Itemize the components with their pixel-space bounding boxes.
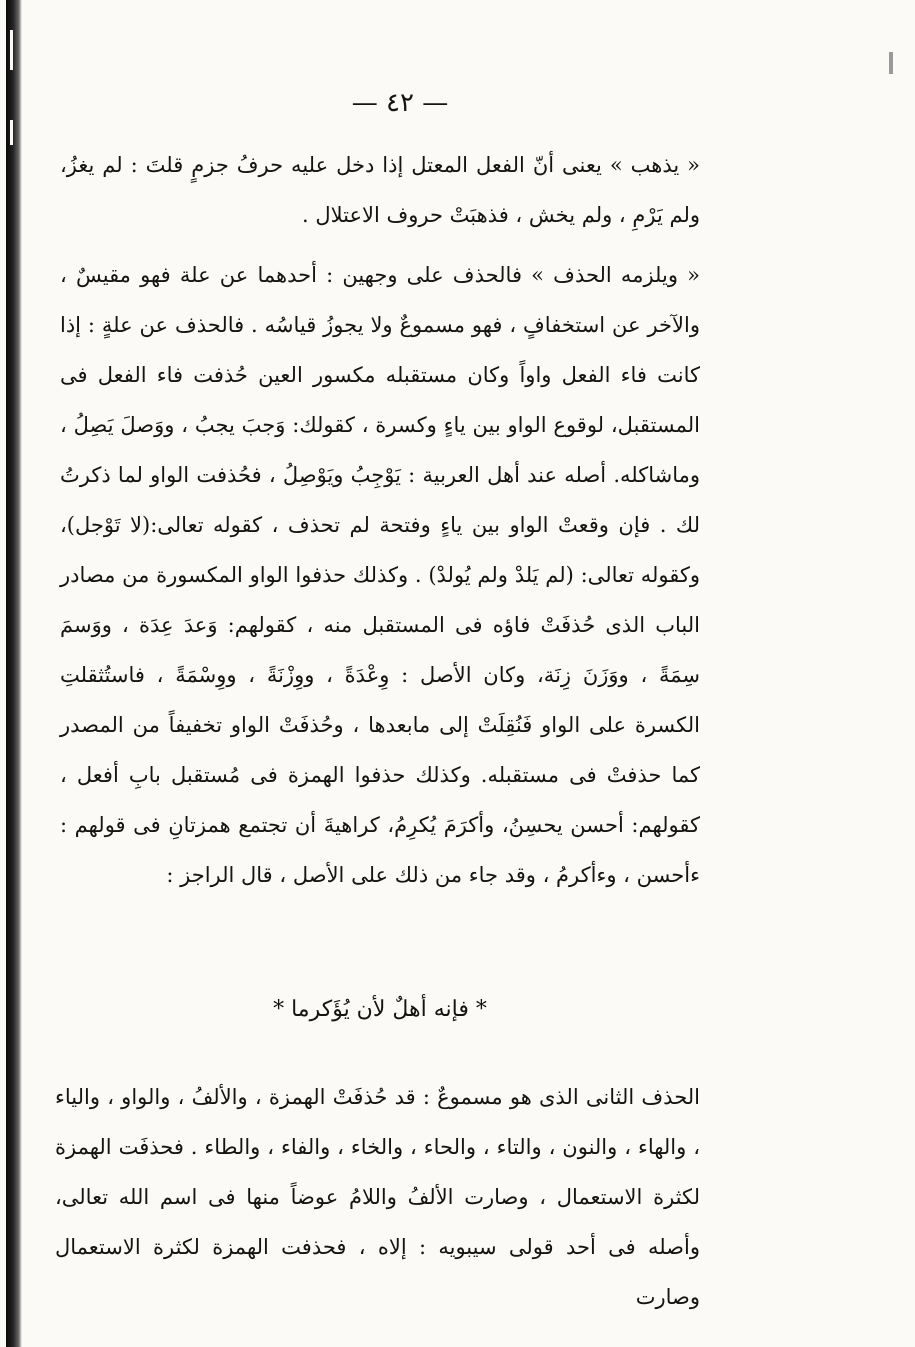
book-spine-shadow xyxy=(6,0,22,1347)
main-text-continued xyxy=(55,1072,700,1322)
page-edge-mark xyxy=(889,52,893,74)
paragraph: « ويلزمه الحذف » فالحذف على وجهين : أحدهما عن علة فهو مقيسٌ ، والآخر عن استخفافٍ ، فهو مسموعٌ ولا يجوزُ قياسُه . فالحذف عن علةٍ : إذا كانت فاء الفعل واواً وكان مستقبله مكسور العين حُذفت فاء الفعل فى المستقبل، لوقوع الواو بين ياءٍ وكسرة ، كقولك: وَجبَ يجبُ ، ووَصلَ يَصِلُ ، وماشاكله. أصله عند أهل العربية : يَوْجِبُ ويَوْصِلُ ، فحُذفت الواو لما ذكرتُ لك . فإن وقعتْ الواو بين ياءٍ وفتحة لم تحذف ، كقوله تعالى:(لا تَوْجل)، وكقوله تعالى: (لم يَلدْ ولم يُولدْ) . وكذلك حذفوا الواو المكسورة من مصادر الباب الذى حُذفَتْ فاؤه فى المستقبل منه ، كقولهم: وَعدَ عِدَة ، ووَسمَ سِمَةً ، ووَزَنَ زِنَة، وكان الأصل : وِعْدَةً ، ووِزْنَةً ، ووِسْمَةً ، فاستُثقلتِ الكسرة على الواو فَنُقِلَتْ إلى مابعدها ، وحُذفَتْ الواو تخفيفاً من المصدر كما حذفتْ فى مستقبله. وكذلك حذفوا الهمزة فى مُستقبل بابِ أفعل ، كقولهم: أحسن يحسِنُ، وأكرَمَ يُكرِمُ، كراهيةَ أن تجتمع همزتانِ فى قولهم : ءأحسن ، وءأكرمُ ، وقد جاء من ذلك على الأصل ، قال الراجز : xyxy=(60,263,700,887)
spine-highlight xyxy=(10,120,13,145)
spine-highlight xyxy=(10,30,13,70)
paragraph: « يذهب » يعنى أنّ الفعل المعتل إذا دخل عليه حرفُ جزمٍ قلتَ : لم يغزُ، ولم يَرْمِ ، ولم يخش ، فذهبَتْ حروف الاعتلال . xyxy=(60,153,700,227)
main-text xyxy=(60,140,700,900)
paragraph: الحذف الثانى الذى هو مسموعٌ : قد حُذفَتْ الهمزة ، والألفُ ، والواو ، والياء ، والهاء ، والنون ، والتاء ، والحاء ، والخاء ، والفاء ، والطاء . فحذفَت الهمزة لكثرة الاستعمال ، وصارت الألفُ واللامُ عوضاً منها فى اسم الله تعالى، وأصله فى أحد قولى سيبويه : إلاه ، فحذفت الهمزة لكثرة الاستعمال وصارت xyxy=(55,1085,700,1309)
page-number: — ٤٢ — xyxy=(351,88,449,118)
verse-quotation: * فإنه أهلٌ لأن يُؤَكرما * xyxy=(273,997,487,1022)
